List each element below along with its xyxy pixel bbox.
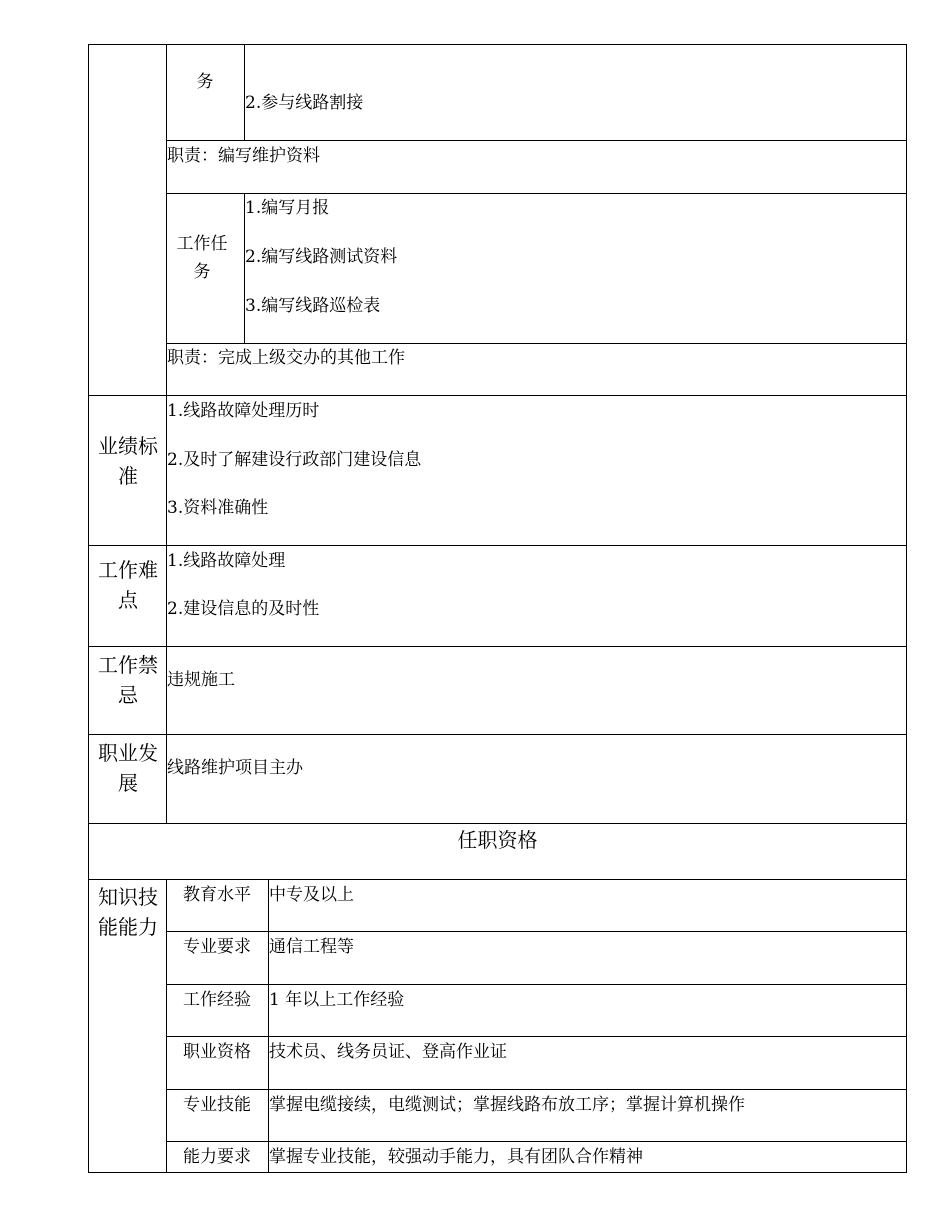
performance-item: 2.及时了解建设行政部门建设信息 <box>167 450 422 470</box>
row-divider <box>166 193 907 194</box>
row-divider <box>166 140 907 141</box>
section-divider <box>88 734 907 735</box>
section-divider <box>88 395 907 396</box>
knowledge-skill-label: 知识技能能力 <box>98 885 158 939</box>
sub-label-divider-top <box>244 44 245 140</box>
task-item: 3.编写线路巡检表 <box>245 296 381 316</box>
task-item: 1.编写月报 <box>245 198 330 218</box>
qual-row-label: 能力要求 <box>183 1147 251 1167</box>
row-divider <box>166 984 907 985</box>
responsibility-title: 职责：完成上级交办的其他工作 <box>167 348 405 368</box>
taboos-label: 工作禁忌 <box>98 653 158 707</box>
qual-row-value: 技术员、线务员证、登高作业证 <box>269 1042 507 1062</box>
performance-item: 1.线路故障处理历时 <box>167 401 320 421</box>
responsibility-title: 职责：编写维护资料 <box>167 146 320 166</box>
row-divider <box>166 931 907 932</box>
difficulty-item: 1.线路故障处理 <box>167 551 286 571</box>
row-divider <box>166 343 907 344</box>
qual-row-label: 职业资格 <box>183 1042 251 1062</box>
section-divider <box>88 879 907 880</box>
career-text: 线路维护项目主办 <box>167 758 303 778</box>
qual-row-value: 掌握专业技能，较强动手能力，具有团队合作精神 <box>269 1147 643 1167</box>
row-divider <box>166 1036 907 1037</box>
qualifications-title: 任职资格 <box>457 828 538 852</box>
row-divider <box>166 1089 907 1090</box>
qual-row-label: 教育水平 <box>183 885 251 905</box>
qual-row-value: 1 年以上工作经验 <box>269 990 405 1010</box>
qual-row-value: 通信工程等 <box>269 937 354 957</box>
row-divider <box>166 1141 907 1142</box>
qual-row-value: 中专及以上 <box>269 885 354 905</box>
difficulty-item: 2.建设信息的及时性 <box>167 599 320 619</box>
qual-label-divider <box>268 879 269 1173</box>
work-task-label: 工作任务 <box>176 234 228 282</box>
sub-label-partial: 务 <box>196 72 214 92</box>
qual-row-label: 专业要求 <box>183 937 251 957</box>
section-divider <box>88 545 907 546</box>
performance-label: 业绩标准 <box>98 434 158 488</box>
task-item: 2.编写线路测试资料 <box>245 247 398 267</box>
task-item: 2.参与线路割接 <box>245 93 364 113</box>
taboos-text: 违规施工 <box>167 670 235 690</box>
career-label: 职业发展 <box>98 741 158 795</box>
difficulties-label: 工作难点 <box>98 558 158 612</box>
qual-row-label: 专业技能 <box>183 1095 251 1115</box>
qual-row-label: 工作经验 <box>183 990 251 1010</box>
qual-row-value: 掌握电缆接续，电缆测试；掌握线路布放工序；掌握计算机操作 <box>269 1095 745 1115</box>
section-divider <box>88 646 907 647</box>
performance-item: 3.资料准确性 <box>167 498 269 518</box>
